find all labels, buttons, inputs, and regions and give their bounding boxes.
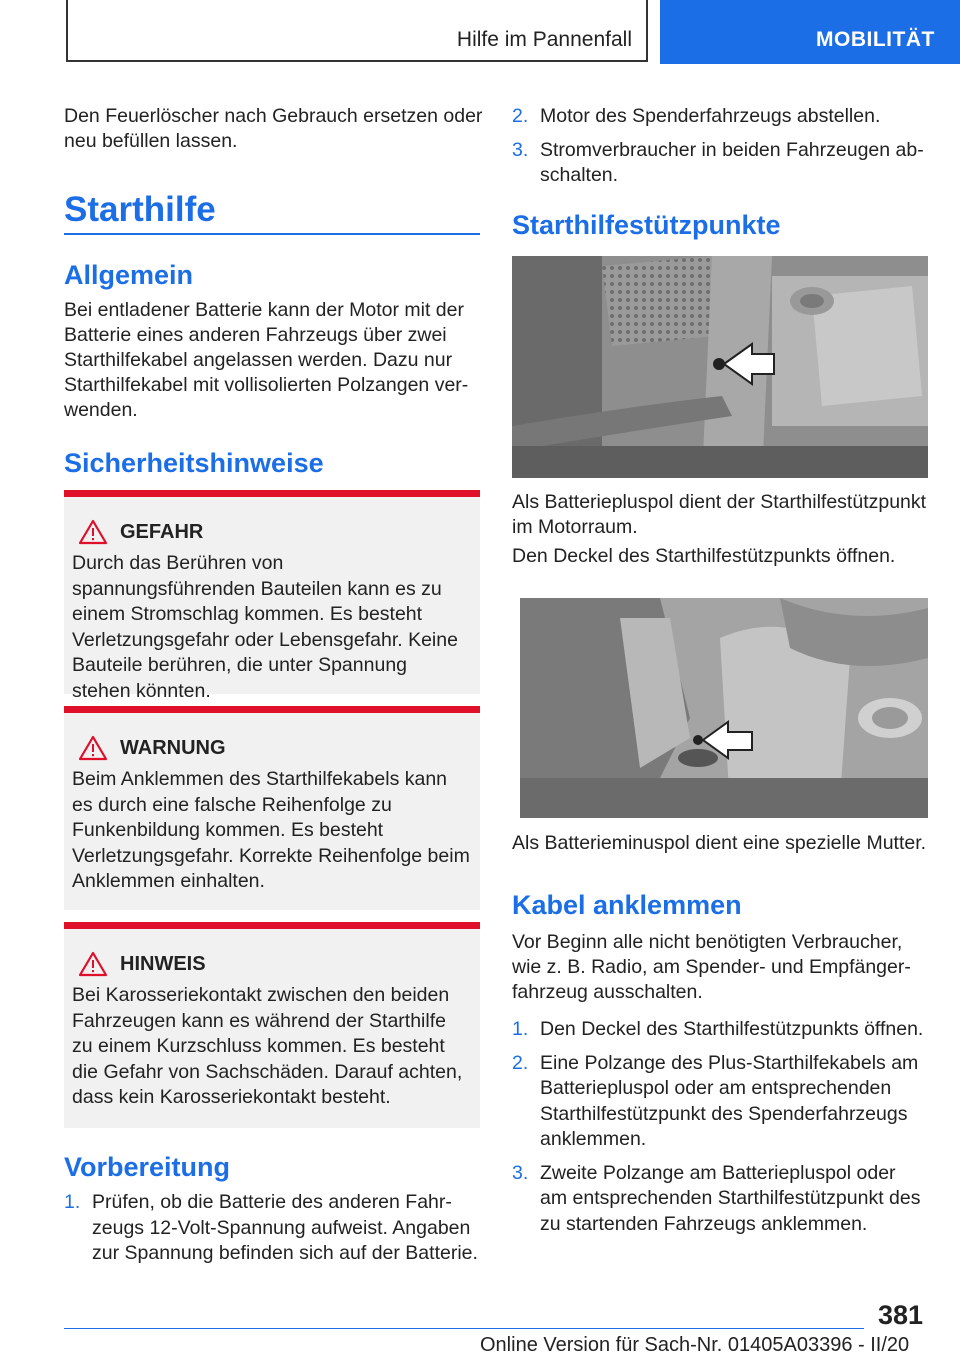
caption-minus-terminal: Als Batterieminuspol dient eine spezielle Mutter.: [512, 832, 927, 854]
warning-box-warnung: [64, 706, 480, 910]
list-text: Eine Polzange des Plus-Starthilfekabels am Batteriepluspol oder am entsprechenden Starthilfestützpunkt des Spenderfahrzeugs anklemmen.: [540, 1051, 919, 1150]
engine-photo-plus-terminal: [512, 256, 928, 478]
caption-plus-terminal: Als Batteriepluspol dient der Starthilfestützpunkt im Motorraum.: [512, 491, 927, 538]
list-number: 3.: [512, 1161, 529, 1184]
allgemein-text: Bei entladener Batterie kann der Motor mit der Batterie eines anderen Fahrzeugs über zwei Starthilfekabel angelassen werden. Dazu nur Starthilfekabel mit vollisolierten Polzangen verwenden.: [64, 299, 469, 421]
intro-text: Den Feuerlöscher nach Gebrauch ersetzen oder neu befüllen lassen.: [64, 105, 483, 152]
list-item: [512, 1017, 928, 1043]
page-number: 381: [878, 1300, 924, 1330]
header-chapter-tab[interactable]: [660, 0, 960, 64]
list-number: 1.: [512, 1018, 529, 1040]
title-rule: [64, 233, 480, 235]
list-number: 1.: [64, 1191, 81, 1213]
list-number: 3.: [512, 138, 529, 161]
warning-label: WARNUNG: [120, 736, 226, 759]
warning-text: Bei Karosseriekontakt zwischen den beiden Fahrzeugen kann es während der Starthilfe zu einem Kurzschluss kommen. Es besteht die Gefahr von Sachschäden. Darauf achten, dass kein Karosseriekontakt besteht.: [72, 984, 463, 1108]
kabel-steps-list: [512, 1017, 928, 1245]
warning-label: GEFAHR: [120, 520, 204, 543]
vorbereitung-list: [64, 1190, 480, 1275]
engine-photo-minus-terminal: [520, 598, 928, 818]
footer-rule: [64, 1328, 864, 1329]
caption-open-cover: Den Deckel des Starthilfestützpunkts öffnen.: [512, 545, 896, 567]
list-item: [512, 104, 928, 130]
header-section-box: [66, 0, 648, 62]
heading-starthilfestuetzpunkte: Starthilfestützpunkte: [512, 210, 781, 240]
warning-text: Beim Anklemmen des Starthilfekabels kann es durch eine falsche Reihenfolge zu Funkenbildung kommen. Es besteht Verletzungsgefahr. Korrekte Reihenfolge beim Anklemmen einhalten.: [72, 768, 470, 892]
warning-triangle-icon: [78, 519, 108, 545]
heading-kabel-anklemmen: Kabel anklemmen: [512, 890, 742, 920]
heading-sicherheitshinweise: Sicherheitshinweise: [64, 448, 324, 478]
warning-text: Durch das Berühren von spannungsführenden Bauteilen kann es zu einem Stromschlag kommen. Es besteht Verletzungsgefahr oder Lebensgefahr. Keine Bauteile berühren, die unter Spannung stehen könnten.: [72, 552, 458, 702]
list-item: [512, 1051, 928, 1153]
warning-box-hinweis: [64, 922, 480, 1128]
list-number: 2.: [512, 1051, 529, 1074]
list-text: Motor des Spenderfahrzeugs abstellen.: [540, 105, 881, 127]
list-text: Prüfen, ob die Batterie des anderen Fahrzeugs 12-Volt-Spannung aufweist. Angaben zur Spannung befinden sich auf der Batterie.: [92, 1191, 478, 1264]
list-text: Stromverbraucher in beiden Fahrzeugen abschalten.: [540, 138, 924, 186]
header-chapter-title: MOBILITÄT: [816, 28, 935, 51]
list-text: Den Deckel des Starthilfestützpunkts öffnen.: [540, 1018, 924, 1040]
list-item: [512, 138, 928, 189]
list-item: [512, 1161, 928, 1238]
footer-version-text: Online Version für Sach-Nr. 01405A03396 - II/20: [480, 1334, 910, 1356]
steps-top-list: [512, 104, 928, 197]
header-section-title: Hilfe im Pannenfall: [456, 28, 632, 51]
warning-box-gefahr: [64, 490, 480, 702]
warning-label: HINWEIS: [120, 952, 206, 975]
list-text: Zweite Polzange am Batteriepluspol oder am entsprechenden Starthilfestützpunkt des zu startenden Fahrzeugs anklemmen.: [540, 1161, 921, 1235]
page-title: Starthilfe: [64, 190, 216, 229]
heading-vorbereitung: Vorbereitung: [64, 1152, 231, 1182]
list-number: 2.: [512, 105, 529, 127]
heading-allgemein: Allgemein: [64, 260, 194, 290]
kabel-intro: Vor Beginn alle nicht benötigten Verbraucher, wie z. B. Radio, am Spender- und Empfängerfahrzeug ausschalten.: [512, 931, 911, 1003]
list-item: [64, 1190, 480, 1267]
warning-triangle-icon: [78, 951, 108, 977]
warning-triangle-icon: [78, 735, 108, 761]
